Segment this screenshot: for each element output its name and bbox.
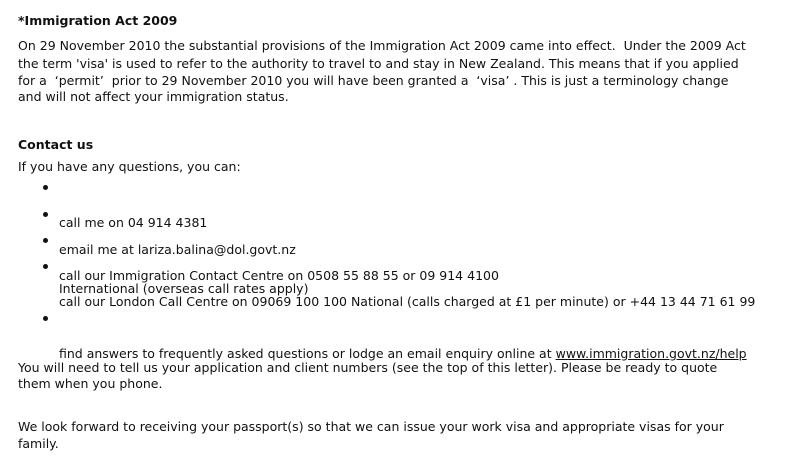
passport-paragraph-line-2: family. <box>18 436 59 451</box>
immigration-act-line-4: and will not affect your immigration status. <box>18 89 289 104</box>
immigration-act-line-2: the term 'visa' is used to refer to the authority to travel to and stay in New Zealand. This means that if you applied <box>18 56 739 71</box>
immigration-act-line-1: On 29 November 2010 the substantial provisions of the Immigration Act 2009 came into effect. Under the 2009 Act <box>18 38 746 53</box>
bullet-phone-text: call me on 04 914 4381 <box>59 215 208 230</box>
contact-intro: If you have any questions, you can: <box>18 159 241 174</box>
bullet-contact-centre-text: call our Immigration Contact Centre on 0508 55 88 55 or 09 914 4100 <box>59 268 499 283</box>
immigration-act-heading: *Immigration Act 2009 <box>18 13 178 28</box>
passport-paragraph-line-1: We look forward to receiving your passport(s) so that we can issue your work visa and appropriate visas for your <box>18 419 724 434</box>
contact-us-heading: Contact us <box>18 137 94 152</box>
bullet-london-line-1: call our London Call Centre on 09069 100 100 National (calls charged at £1 per minute) or +44 13 44 71 61 99 <box>59 294 756 309</box>
numbers-paragraph-line-2: them when you phone. <box>18 376 163 391</box>
bullet-email-text: email me at lariza.balina@dol.govt.nz <box>59 242 296 257</box>
bullet-london-line-2: International (overseas call rates apply) <box>59 281 309 296</box>
numbers-paragraph-line-1: You will need to tell us your application and client numbers (see the top of this letter). Please be ready to quote <box>18 360 718 375</box>
immigration-act-line-3: for a ‘permit’ prior to 29 November 2010 you will have been granted a ‘visa’ . This is just a terminology change <box>18 73 729 88</box>
bullet-online-text: find answers to frequently asked questions or lodge an email enquiry online at <box>59 346 556 361</box>
immigration-help-link[interactable]: www.immigration.govt.nz/help <box>555 346 747 361</box>
